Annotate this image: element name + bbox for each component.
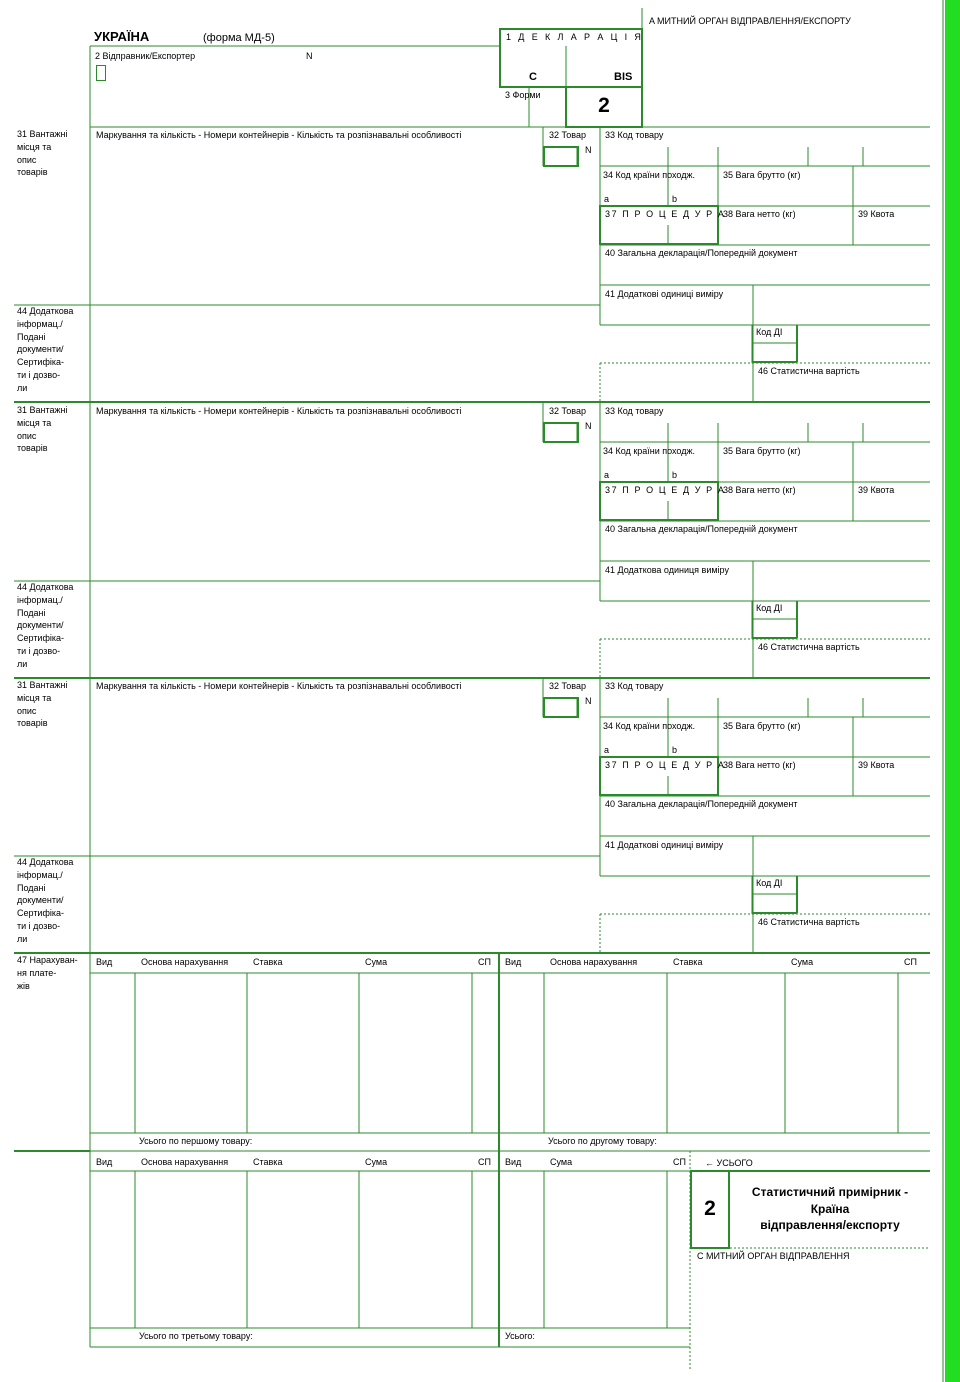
payment-col-basis: Основа нарахування xyxy=(141,957,229,967)
payment-col-sp: СП xyxy=(904,957,917,967)
b33-label: 33 Код товару xyxy=(605,130,664,140)
b46-label: 46 Статистична вартість xyxy=(758,917,860,927)
copy-number-bottom: 2 xyxy=(704,1197,716,1220)
box-2-label: 2 Відправник/Експортер xyxy=(95,51,196,61)
b34-a-label: a xyxy=(604,745,610,755)
b38-label: 38 Вага нетто (кг) xyxy=(723,209,796,219)
b32-n-label: N xyxy=(585,696,592,706)
payment-col2-sum: Сума xyxy=(365,1157,388,1167)
b39-label: 39 Квота xyxy=(858,209,895,219)
b32-label: 32 Товар xyxy=(549,130,587,140)
b32-label: 32 Товар xyxy=(549,681,587,691)
b34-b-label: b xyxy=(672,745,678,755)
b32-n-label: N xyxy=(585,145,592,155)
payment-col-sum: Сума xyxy=(365,957,388,967)
b34-b-label: b xyxy=(672,194,678,204)
payment-col-rate: Ставка xyxy=(253,957,283,967)
payment-col2-sum: Сума xyxy=(550,1157,573,1167)
box-2-n-label: N xyxy=(306,51,313,61)
code-di-label: Код ДІ xyxy=(756,878,783,888)
payment-col2-type: Вид xyxy=(96,1157,113,1167)
payment-col-sum: Сума xyxy=(791,957,814,967)
b34-label: 34 Код країни походж. xyxy=(603,446,696,456)
b39-label: 39 Квота xyxy=(858,760,895,770)
box-1-c-label: C xyxy=(529,71,537,83)
b38-label: 38 Вага нетто (кг) xyxy=(723,760,796,770)
payment-col-type: Вид xyxy=(96,957,113,967)
box-3-label: 3 Форми xyxy=(505,90,541,100)
b33-label: 33 Код товару xyxy=(605,406,664,416)
b37-label: 37 П Р О Ц Е Д У Р А xyxy=(605,209,726,219)
b34-label: 34 Код країни походж. xyxy=(603,170,696,180)
highlight-box xyxy=(544,698,578,717)
b41-label: 41 Додаткова одиниця виміру xyxy=(605,565,729,575)
b32-n-label: N xyxy=(585,421,592,431)
marks-label: Маркування та кількість - Номери контейнерів - Кількість та розпізнавальні особливості xyxy=(96,406,462,416)
payment-col2-sp: СП xyxy=(673,1157,686,1167)
box-1-bis-label: BIS xyxy=(614,71,633,83)
b35-label: 35 Вага брутто (кг) xyxy=(723,721,801,731)
b44-label: 44 Додаткова інформац./ Подані документи/ Сертифіка- ти і дозво- ли xyxy=(17,582,74,669)
box-a-label: A МИТНИЙ ОРГАН ВІДПРАВЛЕННЯ/ЕКСПОРТУ xyxy=(649,16,851,26)
payment-col2-rate: Ставка xyxy=(253,1157,283,1167)
total-first-label: Усього по першому товару: xyxy=(139,1136,253,1146)
form-name: (форма МД-5) xyxy=(203,32,275,44)
b31-label: 31 Вантажні місця та опис товарів xyxy=(17,680,68,729)
b34-a-label: a xyxy=(604,194,610,204)
b31-label: 31 Вантажні місця та опис товарів xyxy=(17,129,68,178)
total-label: Усього: xyxy=(505,1331,535,1341)
b34-label: 34 Код країни походж. xyxy=(603,721,696,731)
box-c-label: C МИТНИЙ ОРГАН ВІДПРАВЛЕННЯ xyxy=(697,1251,850,1261)
payment-col-sp: СП xyxy=(478,957,491,967)
b34-b-label: b xyxy=(672,470,678,480)
payment-col2-basis: Основа нарахування xyxy=(141,1157,229,1167)
b35-label: 35 Вага брутто (кг) xyxy=(723,170,801,180)
b44-label: 44 Додаткова інформац./ Подані документи/ Сертифіка- ти і дозво- ли xyxy=(17,857,74,944)
highlight-box xyxy=(544,423,578,442)
copy-title: Статистичний примірник - Країна відправлення/експорту xyxy=(751,1185,909,1232)
b40-label: 40 Загальна декларація/Попередній документ xyxy=(605,799,798,809)
b37-label: 37 П Р О Ц Е Д У Р А xyxy=(605,485,726,495)
code-di-label: Код ДІ xyxy=(756,603,783,613)
b40-label: 40 Загальна декларація/Попередній документ xyxy=(605,524,798,534)
total-third-label: Усього по третьому товару: xyxy=(139,1331,253,1341)
total-arrow-label: ← УСЬОГО xyxy=(705,1158,753,1168)
b32-label: 32 Товар xyxy=(549,406,587,416)
b38-label: 38 Вага нетто (кг) xyxy=(723,485,796,495)
payment-col2-sp: СП xyxy=(478,1157,491,1167)
b46-label: 46 Статистична вартість xyxy=(758,366,860,376)
b37-label: 37 П Р О Ц Е Д У Р А xyxy=(605,760,726,770)
country-title: УКРАЇНА xyxy=(94,29,150,44)
total-second-label: Усього по другому товару: xyxy=(548,1136,657,1146)
highlight-box xyxy=(544,147,578,166)
box-1-label: 1 Д Е К Л А Р А Ц І Я xyxy=(506,32,644,42)
payment-col-rate: Ставка xyxy=(673,957,703,967)
exporter-checkbox[interactable] xyxy=(96,65,106,81)
payment-col2-type: Вид xyxy=(505,1157,522,1167)
payment-col-type: Вид xyxy=(505,957,522,967)
b47-label: 47 Нарахуван- ня плате- жів xyxy=(17,955,78,991)
marks-label: Маркування та кількість - Номери контейнерів - Кількість та розпізнавальні особливості xyxy=(96,130,462,140)
b34-a-label: a xyxy=(604,470,610,480)
b33-label: 33 Код товару xyxy=(605,681,664,691)
b31-label: 31 Вантажні місця та опис товарів xyxy=(17,405,68,454)
b40-label: 40 Загальна декларація/Попередній документ xyxy=(605,248,798,258)
edge-color-bar xyxy=(945,0,960,1382)
marks-label: Маркування та кількість - Номери контейнерів - Кількість та розпізнавальні особливості xyxy=(96,681,462,691)
b46-label: 46 Статистична вартість xyxy=(758,642,860,652)
b41-label: 41 Додаткові одиниці виміру xyxy=(605,840,724,850)
copy-number-top: 2 xyxy=(598,94,610,117)
payment-col-basis: Основа нарахування xyxy=(550,957,638,967)
b44-label: 44 Додаткова інформац./ Подані документи/ Сертифіка- ти і дозво- ли xyxy=(17,306,74,393)
b41-label: 41 Додаткові одиниці виміру xyxy=(605,289,724,299)
b35-label: 35 Вага брутто (кг) xyxy=(723,446,801,456)
b39-label: 39 Квота xyxy=(858,485,895,495)
code-di-label: Код ДІ xyxy=(756,327,783,337)
